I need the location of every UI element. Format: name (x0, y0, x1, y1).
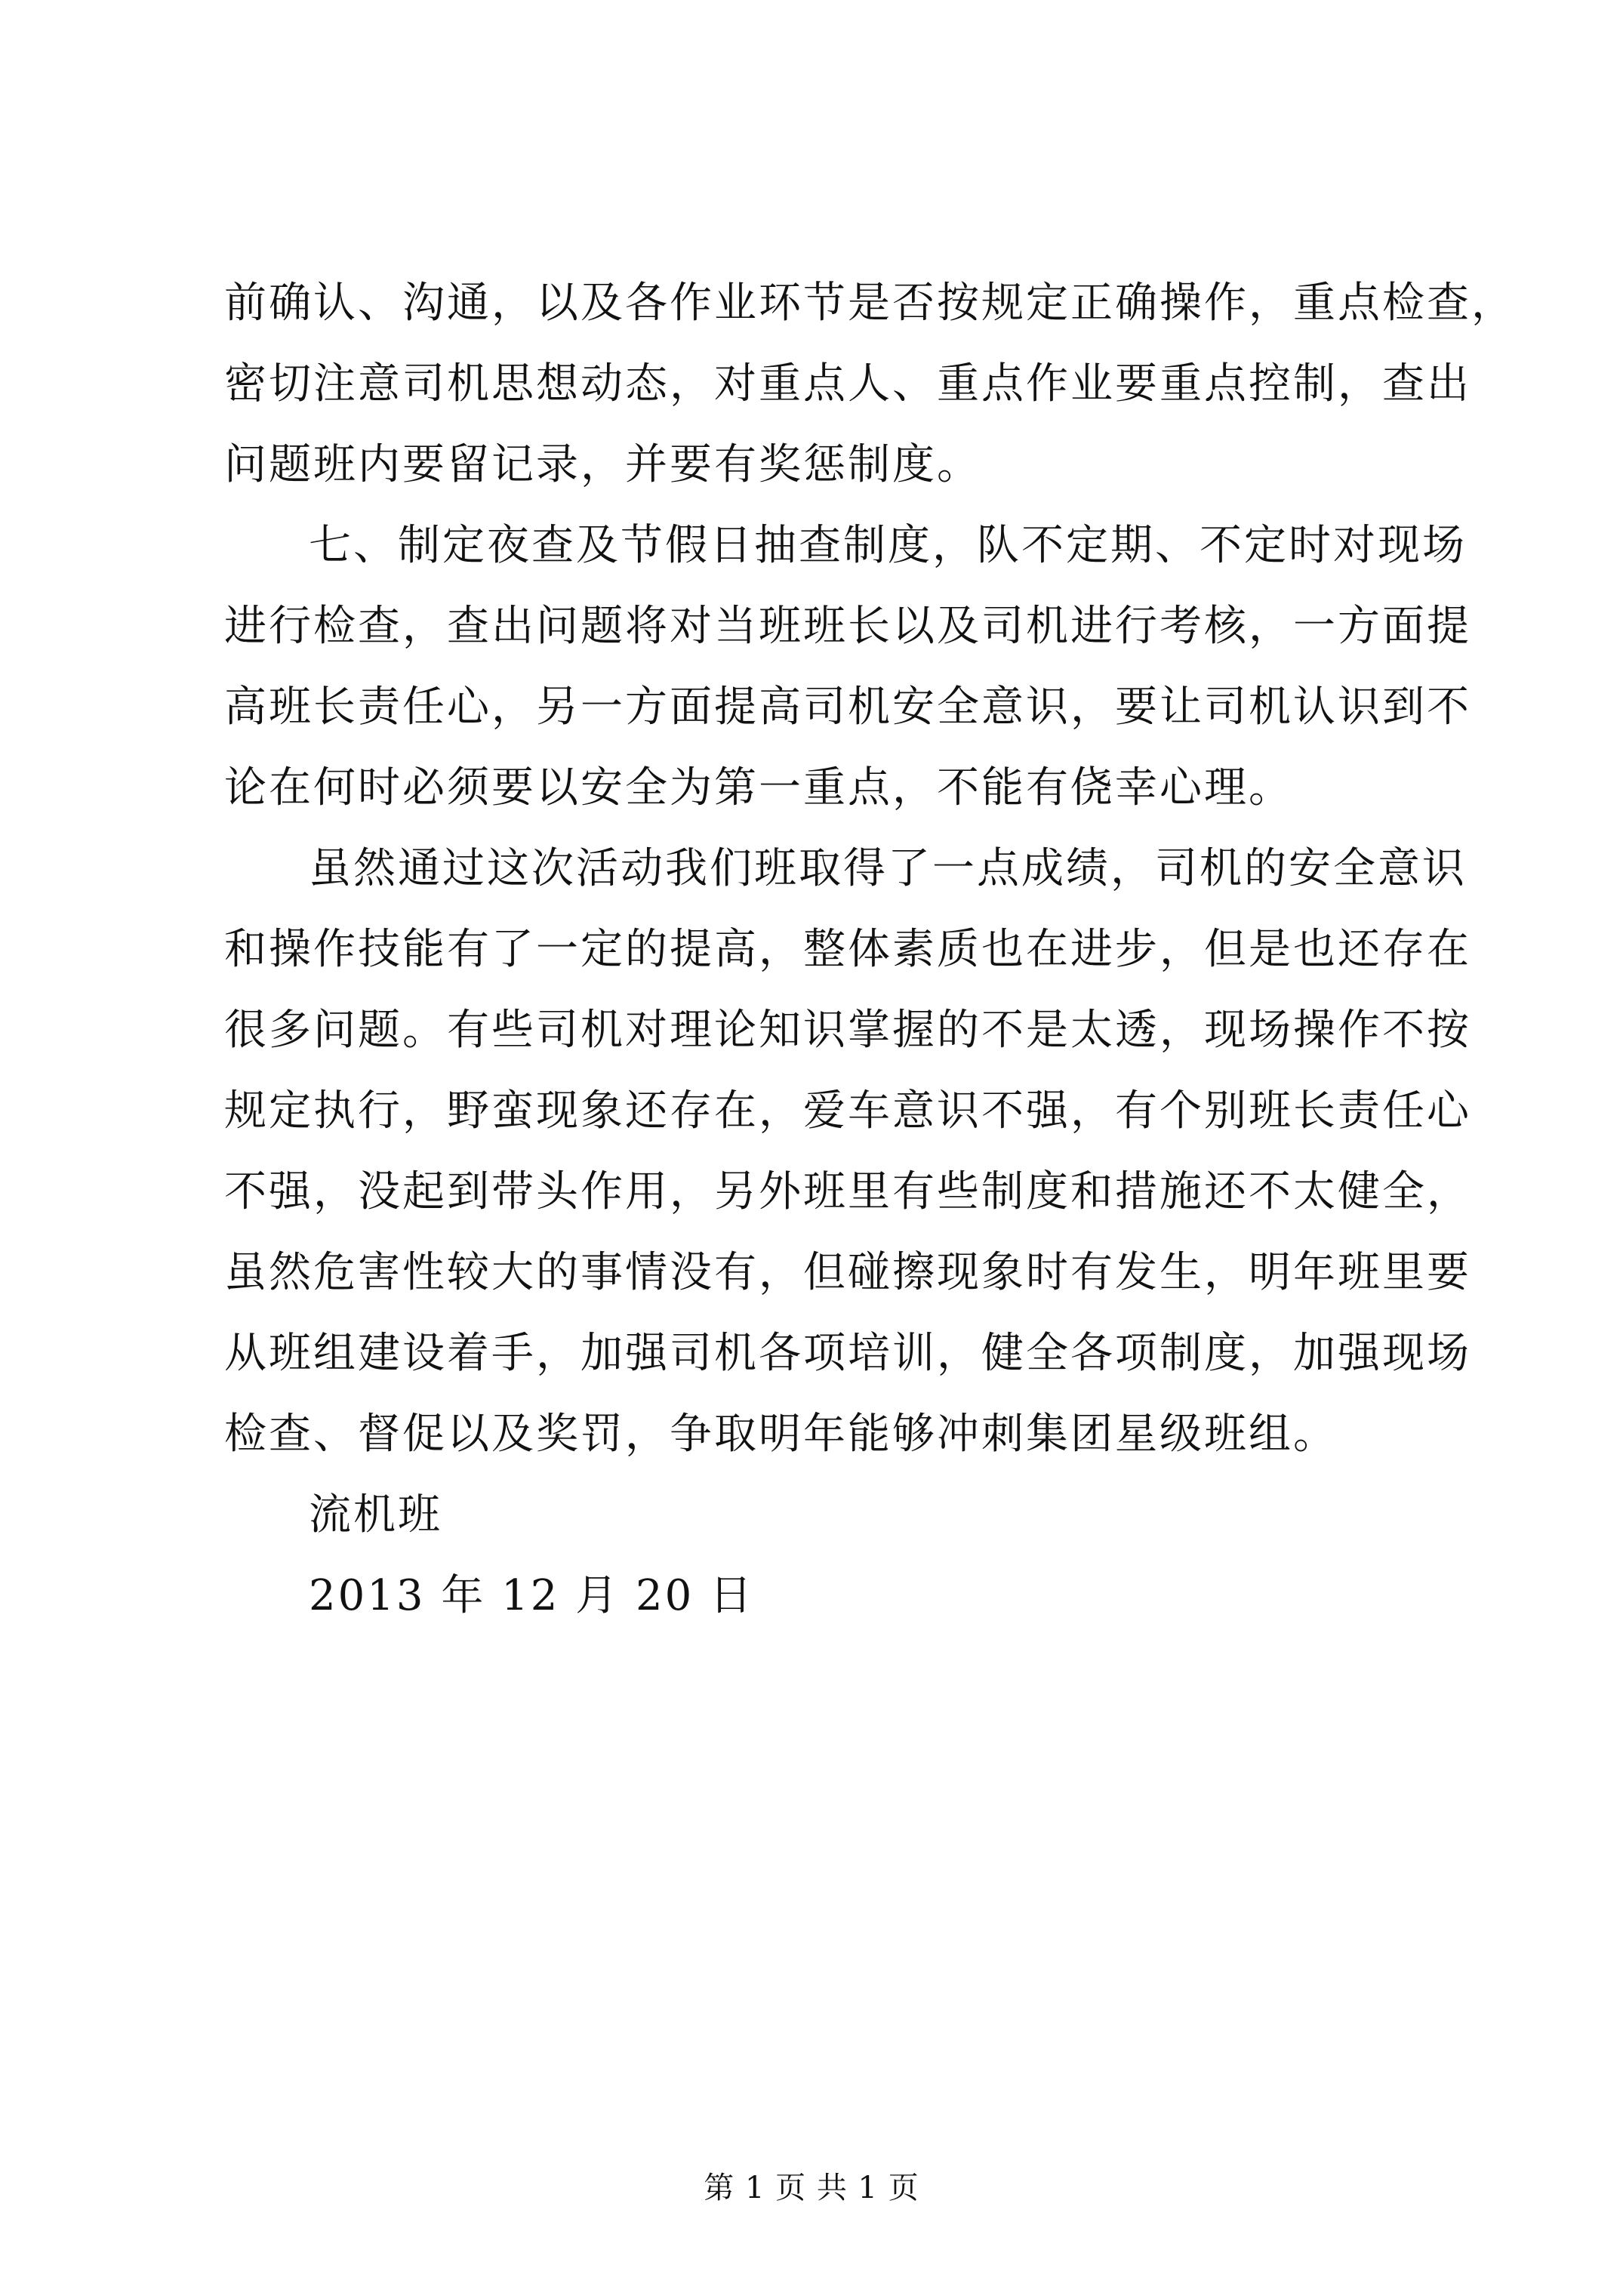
text-line: 和操作技能有了一定的提高，整体素质也在进步，但是也还存在 (224, 925, 1471, 974)
signature-date: 2013 年 12 月 20 日 (309, 1571, 755, 1620)
signature-team: 流机班 (309, 1490, 442, 1539)
text-line: 论在何时必须要以安全为第一重点，不能有侥幸心理。 (224, 763, 1293, 812)
paragraph-start-line: 虽然通过这次活动我们班取得了一点成绩，司机的安全意识 (309, 844, 1467, 893)
text-line: 检查、督促以及奖罚，争取明年能够冲刺集团星级班组。 (224, 1410, 1338, 1459)
text-line: 进行检查，查出问题将对当班班长以及司机进行考核，一方面提 (224, 602, 1471, 651)
page-number-footer: 第 1 页 共 1 页 (704, 2171, 919, 2205)
document-body (224, 263, 1516, 1636)
text-line: 高班长责任心，另一方面提高司机安全意识，要让司机认识到不 (224, 683, 1471, 732)
text-line: 规定执行，野蛮现象还存在，爱车意识不强，有个别班长责任心 (224, 1086, 1471, 1136)
text-line: 很多问题。有些司机对理论知识掌握的不是太透，现场操作不按 (224, 1006, 1471, 1055)
text-line: 问题班内要留记录，并要有奖惩制度。 (224, 440, 981, 489)
text-line: 虽然危害性较大的事情没有，但碰擦现象时有发生，明年班里要 (224, 1248, 1471, 1297)
text-line: 不强，没起到带头作用，另外班里有些制度和措施还不太健全， (224, 1167, 1471, 1216)
paragraph-start-line: 七、制定夜查及节假日抽查制度，队不定期、不定时对现场 (309, 521, 1467, 570)
text-line: 前确认、沟通，以及各作业环节是否按规定正确操作，重点检查， (224, 279, 1516, 328)
text-line: 从班组建设着手，加强司机各项培训，健全各项制度，加强现场 (224, 1329, 1471, 1378)
text-line: 密切注意司机思想动态，对重点人、重点作业要重点控制，查出 (224, 359, 1471, 408)
